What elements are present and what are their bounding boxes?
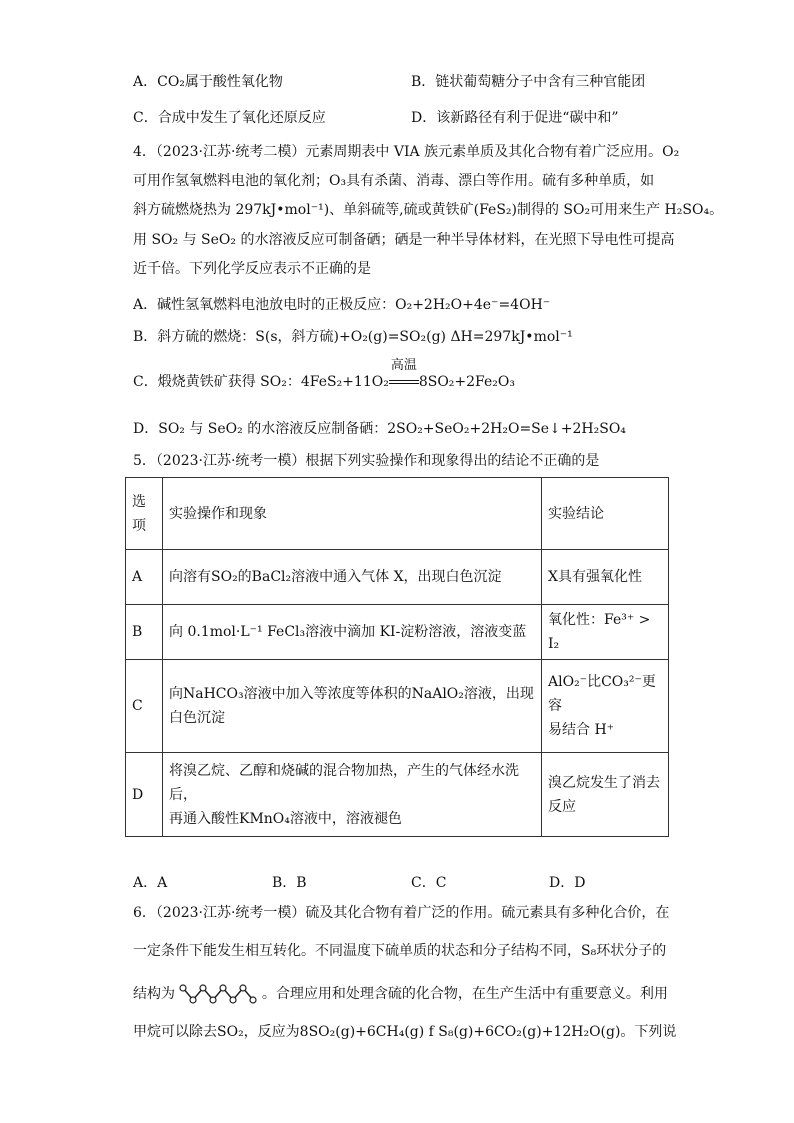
- equals-sign-icon: [389, 380, 419, 384]
- q3-option-c: C．合成中发生了氧化还原反应: [133, 110, 326, 126]
- q6-line-3: [133, 982, 668, 1006]
- q6-line-4: 甲烷可以除去SO₂，反应为8SO₂(g)+6CH₄(g) f S₈(g)+6CO₂(g)+12H₂O(g)。下列说: [133, 1024, 677, 1040]
- q5-choice-b: B．B: [272, 875, 307, 891]
- table-row: [126, 550, 669, 605]
- table-row: [126, 605, 669, 660]
- header-option-line-1: 选: [132, 493, 146, 510]
- row-conclusion: [542, 660, 669, 753]
- row-label: A: [126, 550, 163, 605]
- row-conclusion: 氧化性：Fe³⁺ > I₂: [542, 605, 669, 660]
- row-operation-line-2: 白色沉淀: [169, 710, 225, 726]
- header-operation: 实验操作和现象: [163, 478, 542, 550]
- header-option-line-2: 项: [132, 517, 146, 534]
- row-operation: [163, 753, 542, 837]
- row-label: C: [126, 660, 163, 753]
- row-conclusion-line-1: 溴乙烷发生了消去: [548, 774, 660, 791]
- q4-option-d: D．SO₂ 与 SeO₂ 的水溶液反应制备硒：2SO₂+SeO₂+2H₂O=Se↓+2H₂SO₄: [133, 421, 626, 437]
- row-conclusion: X具有强氧化性: [542, 550, 669, 605]
- table-header-row: [126, 478, 669, 550]
- q5-choice-a: A．A: [133, 875, 168, 891]
- q4-option-c-suffix: 8SO₂+2Fe₂O₃: [418, 374, 515, 390]
- q4-option-c: [133, 358, 515, 392]
- q4-stem-line-5: 近千倍。下列化学反应表示不正确的是: [133, 261, 371, 277]
- q4-stem-line-3: 斜方硫燃烧热为 297kJ•mol⁻¹)、单斜硫等,硫或黄铁矿(FeS₂)制得的 SO₂可用来生产 H₂SO₄。: [133, 202, 724, 218]
- q5-choice-c: C．C: [411, 875, 447, 891]
- q5-table: [125, 477, 669, 837]
- q3-option-a: A．CO₂属于酸性氧化物: [133, 74, 283, 90]
- row-operation-line-1: 向NaHCO₃溶液中加入等浓度等体积的NaAlO₂溶液，出现: [169, 686, 534, 702]
- row-operation-line-2: 再通入酸性KMnO₄溶液中，溶液褪色: [169, 810, 402, 827]
- header-conclusion: 实验结论: [542, 478, 669, 550]
- s8-ring-structure-icon: [179, 982, 257, 1006]
- q6-line-1: 6．（2023·江苏·统考一模）硫及其化合物有着广泛的作用。硫元素具有多种化合价，在: [133, 905, 670, 921]
- q4-stem-line-2: 可用作氢氧燃料电池的氧化剂；O₃具有杀菌、消毒、漂白等作用。硫有多种单质，如: [133, 173, 655, 189]
- table-row: [126, 753, 669, 837]
- q3-option-b: B．链状葡萄糖分子中含有三种官能团: [411, 74, 646, 90]
- row-conclusion-line-2: 易结合 H⁺: [548, 722, 615, 738]
- q6-line-3-suffix: 。合理应用和处理含硫的化合物，在生产生活中有重要意义。利用: [261, 986, 668, 1002]
- row-conclusion-line-1: AlO₂⁻比CO₃²⁻更容: [548, 674, 656, 714]
- q4-stem-line-4: 用 SO₂ 与 SeO₂ 的水溶液反应可制备硒；硒是一种半导体材料，在光照下导电性可提高: [133, 232, 675, 248]
- q4-option-c-prefix: C．煅烧黄铁矿获得 SO₂：4FeS₂+11O₂: [133, 374, 389, 390]
- q4-option-c-condition: 高温: [390, 358, 417, 373]
- q6-line-3-prefix: 结构为: [133, 986, 175, 1002]
- q6-line-2: 一定条件下能发生相互转化。不同温度下硫单质的状态和分子结构不同，S₈环状分子的: [133, 943, 667, 959]
- row-operation-line-1: 将溴乙烷、乙醇和烧碱的混合物加热，产生的气体经水洗后，: [169, 762, 519, 803]
- q3-option-d: D．该新路径有利于促进“碳中和”: [411, 110, 619, 126]
- row-operation: [163, 660, 542, 753]
- row-conclusion-line-2: 反应: [548, 798, 576, 815]
- q4-option-c-arrow: [389, 358, 419, 392]
- row-label: D: [126, 753, 163, 837]
- row-label: B: [126, 605, 163, 660]
- q4-option-b: B．斜方硫的燃烧：S(s，斜方硫)+O₂(g)=SO₂(g) ΔH=297kJ•mol⁻¹: [133, 329, 573, 345]
- q4-option-a: A．碱性氢氧燃料电池放电时的正极反应：O₂+2H₂O+4e⁻=4OH⁻: [133, 297, 551, 313]
- table-row: [126, 660, 669, 753]
- row-conclusion: [542, 753, 669, 837]
- q5-title: 5．（2023·江苏·统考一模）根据下列实验操作和现象得出的结论不正确的是: [133, 453, 600, 469]
- q4-stem-line-1: 4．（2023·江苏·统考二模）元素周期表中 VIA 族元素单质及其化合物有着广泛应用。O₂: [133, 144, 680, 160]
- q5-choice-d: D．D: [549, 875, 586, 891]
- row-operation: 向溶有SO₂的BaCl₂溶液中通入气体 X，出现白色沉淀: [163, 550, 542, 605]
- row-operation: 向 0.1mol·L⁻¹ FeCl₃溶液中滴加 KI-淀粉溶液，溶液变蓝: [163, 605, 542, 660]
- header-option: [126, 478, 163, 550]
